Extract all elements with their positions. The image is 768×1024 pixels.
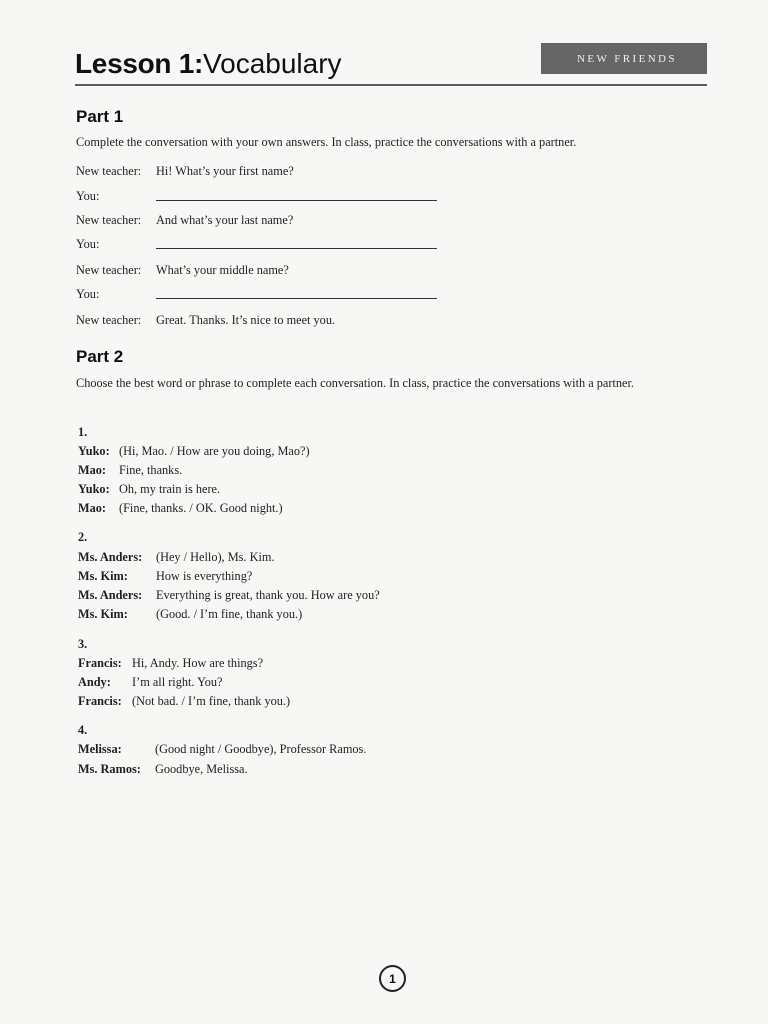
dialogue-line: Oh, my train is here. [119, 482, 221, 496]
speaker-label: Ms. Kim: [78, 607, 128, 621]
section-badge: NEW FRIENDS [541, 43, 707, 74]
part1-instruction: Complete the conversation with your own answers. In class, practice the conversations with a partner. [76, 135, 577, 149]
page-number: 1 [379, 965, 406, 992]
dialogue-line: Everything is great, thank you. How are you? [156, 588, 380, 602]
speaker-label: You: [76, 287, 100, 301]
speaker-label: Ms. Ramos: [78, 762, 141, 776]
speaker-label: Yuko: [78, 482, 110, 496]
answer-blank[interactable] [156, 200, 437, 201]
conversation-number: 4. [78, 723, 88, 737]
part1-row [76, 187, 441, 205]
part1-heading: Part 1 [76, 107, 124, 126]
speaker-label: New teacher: [76, 263, 142, 277]
dialogue-line: (Good. / I’m fine, thank you.) [156, 607, 303, 621]
dialogue-line: What’s your middle name? [156, 263, 289, 277]
dialogue-line: I’m all right. You? [132, 675, 223, 689]
speaker-label: Andy: [78, 675, 111, 689]
dialogue-line: Great. Thanks. It’s nice to meet you. [156, 313, 336, 327]
answer-blank[interactable] [156, 248, 437, 249]
dialogue-line: Goodbye, Melissa. [155, 762, 248, 776]
conversation-number: 3. [78, 637, 88, 651]
dialogue-line: (Hi, Mao. / How are you doing, Mao?) [119, 444, 310, 458]
dialogue-line: (Hey / Hello), Ms. Kim. [156, 550, 275, 564]
header-divider [75, 84, 707, 86]
conversation-number: 2. [78, 530, 88, 544]
lesson-topic: Vocabulary [203, 48, 342, 79]
speaker-label: Francis: [78, 694, 122, 708]
part1-row [76, 285, 441, 303]
dialogue-line: (Not bad. / I’m fine, thank you.) [132, 694, 291, 708]
dialogue-line: (Good night / Goodbye), Professor Ramos. [155, 742, 367, 756]
part2-instruction: Choose the best word or phrase to complete each conversation. In class, practice the conversations with a partner. [76, 376, 634, 390]
speaker-label: Mao: [78, 463, 106, 477]
speaker-label: Francis: [78, 656, 122, 670]
part1-row [76, 235, 441, 253]
speaker-label: New teacher: [76, 313, 142, 327]
dialogue-line: How is everything? [156, 569, 253, 583]
speaker-label: Ms. Kim: [78, 569, 128, 583]
speaker-label: You: [76, 237, 100, 251]
conversation-number: 1. [78, 425, 88, 439]
dialogue-line: (Fine, thanks. / OK. Good night.) [119, 501, 283, 515]
page-title [75, 46, 342, 82]
dialogue-line: And what’s your last name? [156, 213, 294, 227]
dialogue-line: Hi! What’s your first name? [156, 164, 294, 178]
part2-heading: Part 2 [76, 347, 124, 366]
speaker-label: Ms. Anders: [78, 550, 143, 564]
speaker-label: Mao: [78, 501, 106, 515]
lesson-label: Lesson 1: [75, 48, 204, 79]
dialogue-line: Fine, thanks. [119, 463, 183, 477]
speaker-label: Yuko: [78, 444, 110, 458]
speaker-label: You: [76, 189, 100, 203]
speaker-label: Ms. Anders: [78, 588, 143, 602]
speaker-label: Melissa: [78, 742, 122, 756]
answer-blank[interactable] [156, 298, 437, 299]
speaker-label: New teacher: [76, 213, 142, 227]
speaker-label: New teacher: [76, 164, 142, 178]
dialogue-line: Hi, Andy. How are things? [132, 656, 264, 670]
